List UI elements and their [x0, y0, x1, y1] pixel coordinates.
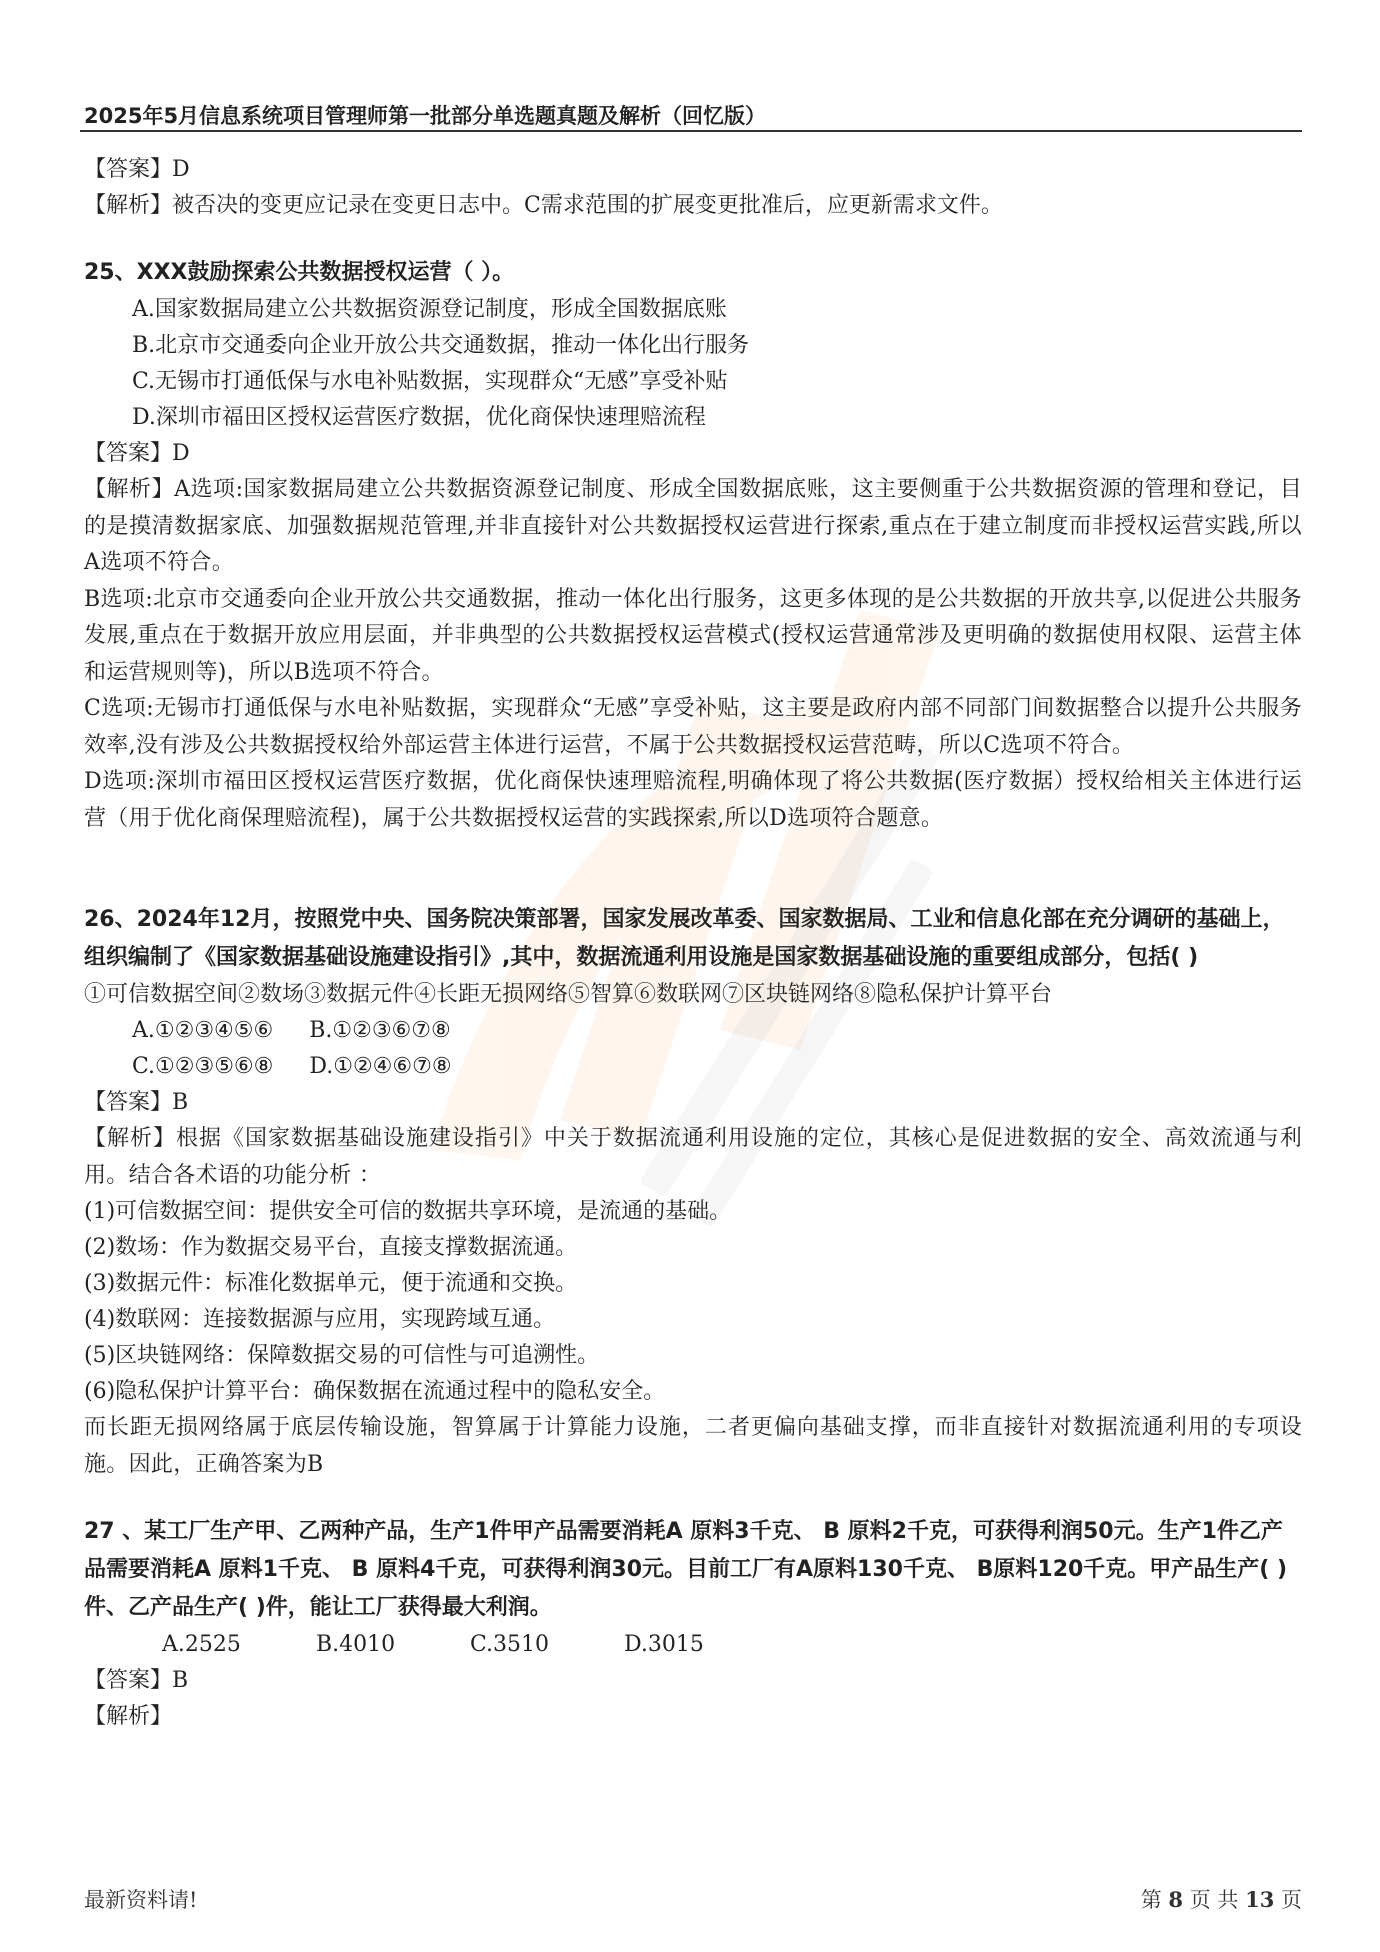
current-page: 8 — [1168, 1887, 1184, 1912]
q24-answer: 【答案】D — [84, 157, 190, 182]
q25-option-c: C.无锡市打通低保与水电补贴数据，实现群众“无感”享受补贴 — [132, 369, 728, 394]
page-label-mid: 页 共 — [1189, 1888, 1239, 1912]
q26-option-b: B.①②③⑥⑦⑧ — [309, 1018, 451, 1043]
q25-option-b: B.北京市交通委向企业开放公共交通数据，推动一体化出行服务 — [132, 333, 750, 358]
q26-analysis-conclusion: 而长距无损网络属于底层传输设施，智算属于计算能力设施，二者更偏向基础支撑，而非直接针对数据流通利用的专项设施。因此，正确答案为B — [84, 1415, 1302, 1477]
q26-options-row-2 — [84, 1049, 1302, 1085]
q26-analysis-item-3: (3)数据元件：标准化数据单元，便于流通和交换。 — [84, 1271, 578, 1296]
q26-option-c: C.①②③⑤⑥⑧ — [132, 1054, 274, 1079]
page-label-suffix: 页 — [1281, 1888, 1302, 1912]
q26-options-row-1 — [84, 1013, 1302, 1049]
footer-note: 最新资料请! — [84, 1888, 198, 1912]
q26-analysis-item-4: (4)数联网：连接数据源与应用，实现跨域互通。 — [84, 1307, 556, 1332]
page-content — [84, 152, 1302, 1735]
q25-option-d: D.深圳市福田区授权运营医疗数据，优化商保快速理赔流程 — [132, 405, 706, 430]
q25-analysis-b: B选项:北京市交通委向企业开放公共交通数据，推动一体化出行服务，这更多体现的是公共数据的开放共享,以促进公共服务发展,重点在于数据开放应用层面，并非典型的公共数据授权运营模式(授权运营通常涉及更明确的数据使用权限、运营主体和运营规则等)，所以B选项不符合。 — [84, 586, 1302, 685]
q27-question: 27 、某工厂生产甲、乙两种产品，生产1件甲产品需要消耗A 原料3千克、 B 原料2千克，可获得利润50元。生产1件乙产品需要消耗A 原料1千克、 B 原料4千克，可获得利润30元。目前工厂有A原料130千克、 B原料120千克。甲产品生产( )件、乙产品生产( )件，能让工厂获得最大利润。 — [84, 1519, 1288, 1620]
q25-question: 25、XXX鼓励探索公共数据授权运营（ ）。 — [84, 260, 515, 285]
q27-option-b: B.4010 — [316, 1632, 396, 1657]
q25-option-a: A.国家数据局建立公共数据资源登记制度，形成全国数据底账 — [132, 297, 727, 322]
q25-analysis-a: 【解析】A选项:国家数据局建立公共数据资源登记制度、形成全国数据底账，这主要侧重于公共数据资源的管理和登记，目的是摸清数据家底、加强数据规范管理,并非直接针对公共数据授权运营进行探索,重点在于建立制度而非授权运营实践,所以A选项不符合。 — [84, 477, 1302, 575]
q25-answer: 【答案】D — [84, 441, 190, 466]
q25-analysis-c: C选项:无锡市打通低保与水电补贴数据，实现群众“无感”享受补贴，这主要是政府内部不同部门间数据整合以提升公共服务效率,没有涉及公共数据授权给外部运营主体进行运营，不属于公共数据授权运营范畴，所以C选项不符合。 — [84, 696, 1302, 758]
q26-analysis-item-5: (5)区块链网络：保障数据交易的可信性与可追溯性。 — [84, 1343, 600, 1368]
page-label-prefix: 第 — [1140, 1888, 1162, 1912]
q24-analysis: 【解析】被否决的变更应记录在变更日志中。C需求范围的扩展变更批准后，应更新需求文件。 — [84, 193, 1003, 218]
q27-analysis: 【解析】 — [84, 1704, 173, 1729]
q26-answer: 【答案】B — [84, 1090, 189, 1115]
q27-options-row — [84, 1627, 1302, 1663]
q27-option-a: A.2525 — [162, 1632, 241, 1657]
page-number — [1141, 1884, 1302, 1914]
q27-option-d: D.3015 — [624, 1632, 704, 1657]
q27-answer: 【答案】B — [84, 1668, 189, 1693]
q26-analysis-item-1: (1)可信数据空间：提供安全可信的数据共享环境，是流通的基础。 — [84, 1199, 732, 1224]
header-divider — [80, 130, 1302, 132]
q26-analysis-intro: 【解析】根据《国家数据基础设施建设指引》中关于数据流通利用设施的定位，其核心是促进数据的安全、高效流通与利用。结合各术语的功能分析 ： — [84, 1126, 1302, 1188]
total-pages: 13 — [1245, 1887, 1275, 1912]
q26-question: 26、2024年12月，按照党中央、国务院决策部署，国家发展改革委、国家数据局、工业和信息化部在充分调研的基础上，组织编制了《国家数据基础设施建设指引》,其中，数据流通利用设施是国家数据基础设施的重要组成部分，包括( ) — [84, 907, 1285, 970]
q26-option-a: A.①②③④⑤⑥ — [132, 1018, 274, 1043]
q27-option-c: C.3510 — [470, 1632, 550, 1657]
q26-items: ①可信数据空间②数场③数据元件④长距无损网络⑤智算⑥数联网⑦区块链网络⑧隐私保护计算平台 — [84, 982, 1053, 1007]
q26-analysis-item-6: (6)隐私保护计算平台：确保数据在流通过程中的隐私安全。 — [84, 1379, 666, 1404]
q25-analysis-d: D选项:深圳市福田区授权运营医疗数据，优化商保快速理赔流程,明确体现了将公共数据(医疗数据）授权给相关主体进行运营（用于优化商保理赔流程)，属于公共数据授权运营的实践探索,所以D选项符合题意。 — [84, 769, 1302, 831]
q26-analysis-item-2: (2)数场：作为数据交易平台，直接支撑数据流通。 — [84, 1235, 578, 1260]
q26-option-d: D.①②④⑥⑦⑧ — [309, 1054, 452, 1079]
page-header-title: 2025年5月信息系统项目管理师第一批部分单选题真题及解析（回忆版） — [84, 104, 767, 128]
